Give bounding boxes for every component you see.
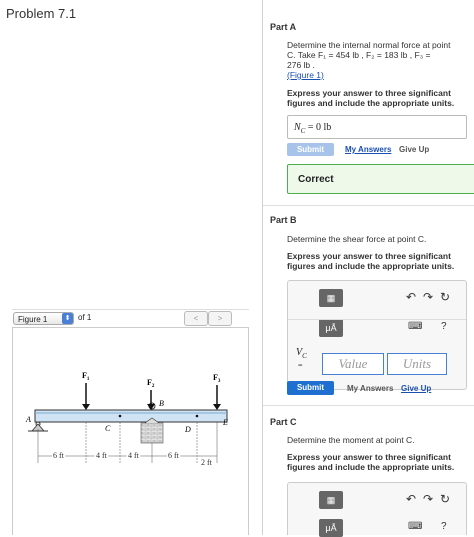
part-a-submit-button: Submit: [287, 143, 334, 156]
toolbar-separator: [288, 319, 466, 320]
reset-icon[interactable]: ↻: [440, 492, 451, 506]
units-symbol-button[interactable]: μÅ: [319, 319, 343, 337]
chevron-updown-icon: ⬍: [62, 313, 73, 324]
divider: [263, 205, 474, 206]
divider: [263, 405, 474, 406]
next-figure-button[interactable]: >: [208, 311, 232, 326]
part-b-give-up-link[interactable]: Give Up: [401, 384, 432, 393]
part-b-answer-editor: [287, 280, 467, 390]
part-a-answer: $N_C = 0$ lb: [287, 115, 467, 139]
help-icon[interactable]: ?: [441, 321, 447, 332]
parts-panel: [263, 0, 474, 535]
equals-sign: =: [298, 361, 303, 370]
dim-6ft-left: 6 ft: [53, 451, 64, 460]
template-icon[interactable]: ▦: [319, 491, 343, 509]
figure-select[interactable]: [13, 312, 74, 325]
f1-label: $F_1$: [82, 371, 90, 382]
undo-icon[interactable]: ↶: [406, 492, 417, 506]
keyboard-icon[interactable]: ⌨: [408, 321, 423, 332]
point-a-label: A: [26, 415, 31, 424]
part-b-my-answers-link: My Answers: [347, 384, 394, 393]
dim-6ft-right: 6 ft: [168, 451, 179, 460]
beam-diagram: [13, 328, 250, 536]
figure-toolbar: [12, 309, 249, 328]
part-b-question: Determine the shear force at point C.: [287, 234, 427, 244]
part-a-give-up-link: Give Up: [399, 145, 430, 154]
point-e-label: E: [223, 418, 228, 427]
problem-title: Problem 7.1: [6, 6, 77, 21]
help-icon[interactable]: ?: [441, 521, 447, 532]
point-c-label: C: [105, 424, 111, 433]
keyboard-icon[interactable]: ⌨: [408, 521, 423, 532]
redo-icon[interactable]: ↷: [423, 290, 434, 304]
part-c-instruction: Express your answer to three significant figures and include the appropriate units.: [287, 452, 455, 472]
part-a-instruction: Express your answer to three significant figures and include the appropriate units.: [287, 88, 455, 108]
part-a-correct-banner: Correct: [287, 164, 474, 194]
redo-icon[interactable]: ↷: [423, 492, 434, 506]
undo-icon[interactable]: ↶: [406, 290, 417, 304]
f3-label: $F_3$: [213, 373, 221, 384]
dim-2ft: 2 ft: [201, 458, 212, 467]
part-b-submit-button[interactable]: Submit: [287, 381, 334, 395]
value-input[interactable]: Value: [322, 353, 384, 375]
figure-image: [12, 327, 249, 535]
part-a-question: Determine the internal normal force at point C. Take F₁ = 454 lb , F₂ = 183 lb , F₃ = 276 lb . (Figure 1): [287, 40, 451, 80]
part-c-answer-editor: [287, 482, 467, 535]
units-symbol-button[interactable]: μÅ: [319, 519, 343, 537]
prev-figure-button[interactable]: <: [184, 311, 208, 326]
dim-4ft-2: 4 ft: [128, 451, 139, 460]
figure-select-label: Figure 1: [18, 315, 48, 324]
point-d-label: D: [185, 425, 191, 434]
part-c-question: Determine the moment at point C.: [287, 435, 415, 445]
template-icon[interactable]: ▦: [319, 289, 343, 307]
figure-count: of 1: [78, 313, 92, 322]
part-b-label: Part B: [270, 215, 297, 225]
units-input[interactable]: Units: [387, 353, 447, 375]
reset-icon[interactable]: ↻: [440, 290, 451, 304]
dim-4ft-1: 4 ft: [96, 451, 107, 460]
part-a-label: Part A: [270, 22, 297, 32]
part-b-instruction: Express your answer to three significant figures and include the appropriate units.: [287, 251, 455, 271]
f2-label: $F_2$: [147, 378, 155, 389]
part-b-variable: $V_C$: [296, 347, 307, 360]
point-b-label: B: [159, 399, 164, 408]
part-c-label: Part C: [270, 417, 297, 427]
part-a-my-answers-link[interactable]: My Answers: [345, 145, 392, 154]
figure-1-link[interactable]: (Figure 1): [287, 70, 324, 80]
